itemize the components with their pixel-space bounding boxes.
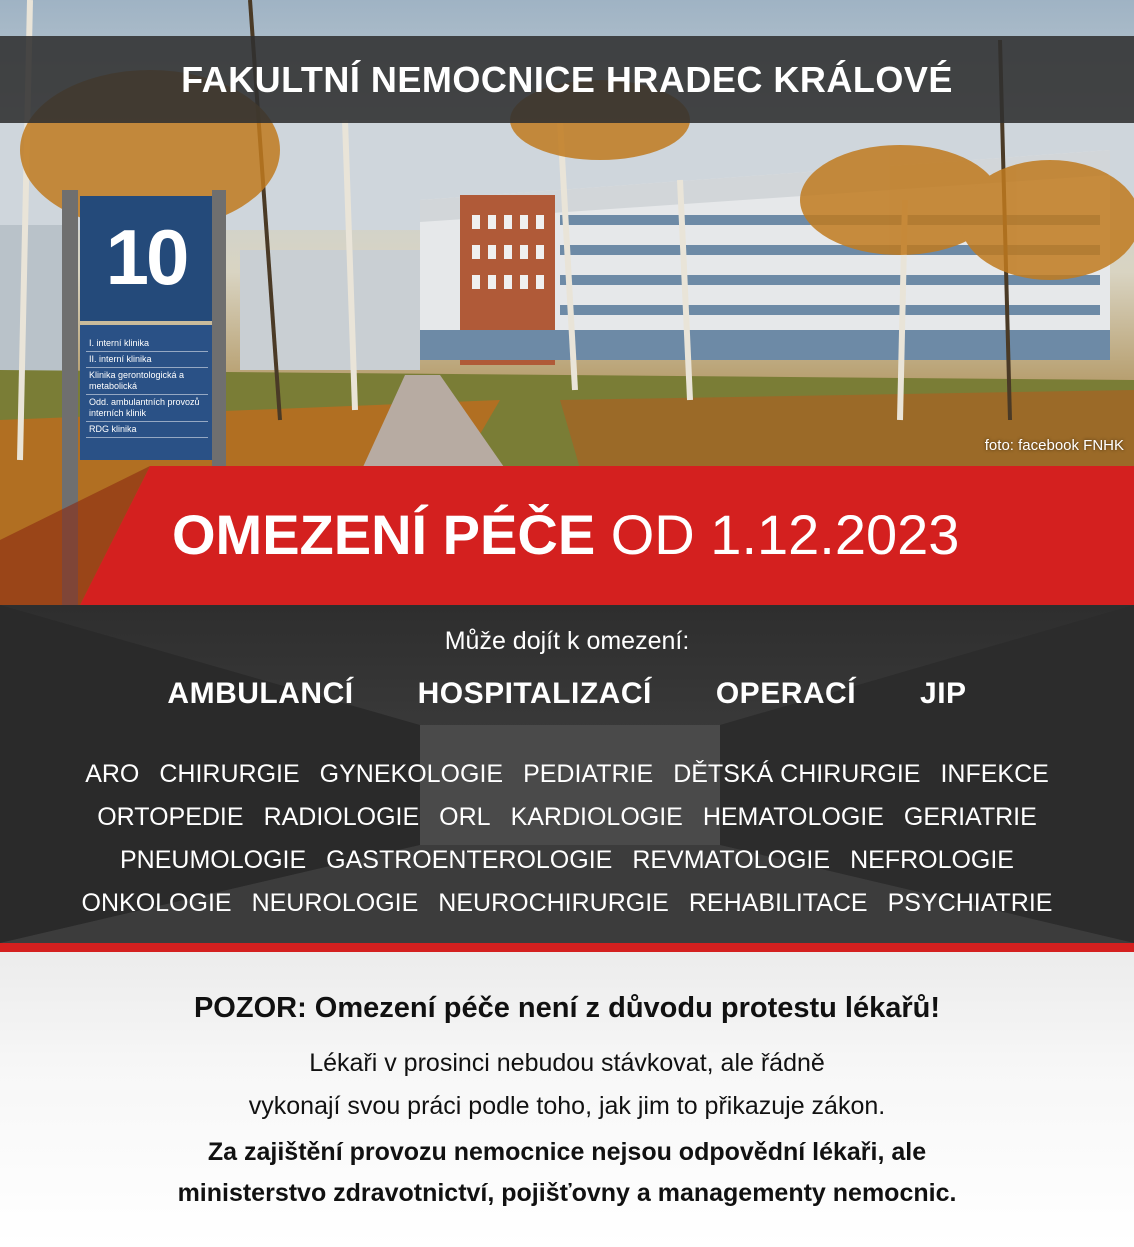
department: CHIRURGIE xyxy=(159,760,300,788)
department: PNEUMOLOGIE xyxy=(120,846,307,874)
department: PSYCHIATRIE xyxy=(887,889,1053,917)
notice-strong-line: Za zajištění provozu nemocnice nejsou odpovědní lékaři, ale xyxy=(207,1138,927,1166)
department: GASTROENTEROLOGIE xyxy=(326,846,613,874)
department: GYNEKOLOGIE xyxy=(319,760,504,788)
sign-item: RDG klinika xyxy=(86,422,208,438)
department: ARO xyxy=(85,760,140,788)
notice-strong-line: ministerstvo zdravotnictví, pojišťovny a managementy nemocnic. xyxy=(177,1179,957,1207)
department: REHABILITACE xyxy=(688,889,868,917)
warning-heading: POZOR: Omezení péče není z důvodu protestu lékařů! xyxy=(193,992,941,1024)
department: ORL xyxy=(439,803,491,831)
departments-list xyxy=(0,753,1134,925)
department: GERIATRIE xyxy=(903,803,1037,831)
notice-line: Lékaři v prosinci nebudou stávkovat, ale řádně xyxy=(309,1049,825,1077)
sign-item: Klinika gerontologická a metabolická xyxy=(86,368,208,395)
restriction-categories xyxy=(0,677,1134,711)
department: NEFROLOGIE xyxy=(850,846,1014,874)
page-title: FAKULTNÍ NEMOCNICE HRADEC KRÁLOVÉ xyxy=(181,58,953,100)
departments-line xyxy=(0,796,1134,839)
category-hospitalization: HOSPITALIZACÍ xyxy=(417,677,652,710)
department: HEMATOLOGIE xyxy=(702,803,884,831)
photo-credit: foto: facebook FNHK xyxy=(984,437,1124,454)
title-band xyxy=(0,36,1134,123)
department: NEUROCHIRURGIE xyxy=(438,889,669,917)
category-operations: OPERACÍ xyxy=(715,677,857,710)
notice-line: vykonají svou práci podle toho, jak jim to přikazuje zákon. xyxy=(248,1092,886,1120)
department: RADIOLOGIE xyxy=(263,803,420,831)
departments-line xyxy=(0,753,1134,796)
sign-item: II. interní klinika xyxy=(86,352,208,368)
hero-photo xyxy=(0,0,1134,605)
notice-section xyxy=(0,952,1134,1247)
headline xyxy=(172,500,959,570)
headline-bold: OMEZENÍ PÉČE xyxy=(172,503,596,566)
restrictions-section xyxy=(0,605,1134,943)
department: REVMATOLOGIE xyxy=(632,846,831,874)
department: PEDIATRIE xyxy=(523,760,654,788)
building-number: 10 xyxy=(105,213,187,301)
department: ORTOPEDIE xyxy=(97,803,244,831)
departments-line xyxy=(0,882,1134,925)
departments-line xyxy=(0,839,1134,882)
department: KARDIOLOGIE xyxy=(510,803,683,831)
department: INFEKCE xyxy=(940,760,1049,788)
department: NEUROLOGIE xyxy=(251,889,419,917)
red-divider xyxy=(0,943,1134,952)
sign-item: I. interní klinika xyxy=(86,336,208,352)
department: DĚTSKÁ CHIRURGIE xyxy=(673,760,921,788)
building-sign-list xyxy=(86,336,208,438)
headline-date: OD 1.12.2023 xyxy=(610,503,960,566)
category-ambulance: AMBULANCÍ xyxy=(167,677,354,710)
category-icu: JIP xyxy=(920,677,967,710)
sign-item: Odd. ambulantních provozů interních klinik xyxy=(86,395,208,422)
restrictions-intro: Může dojít k omezení: xyxy=(444,627,690,655)
department: ONKOLOGIE xyxy=(81,889,232,917)
